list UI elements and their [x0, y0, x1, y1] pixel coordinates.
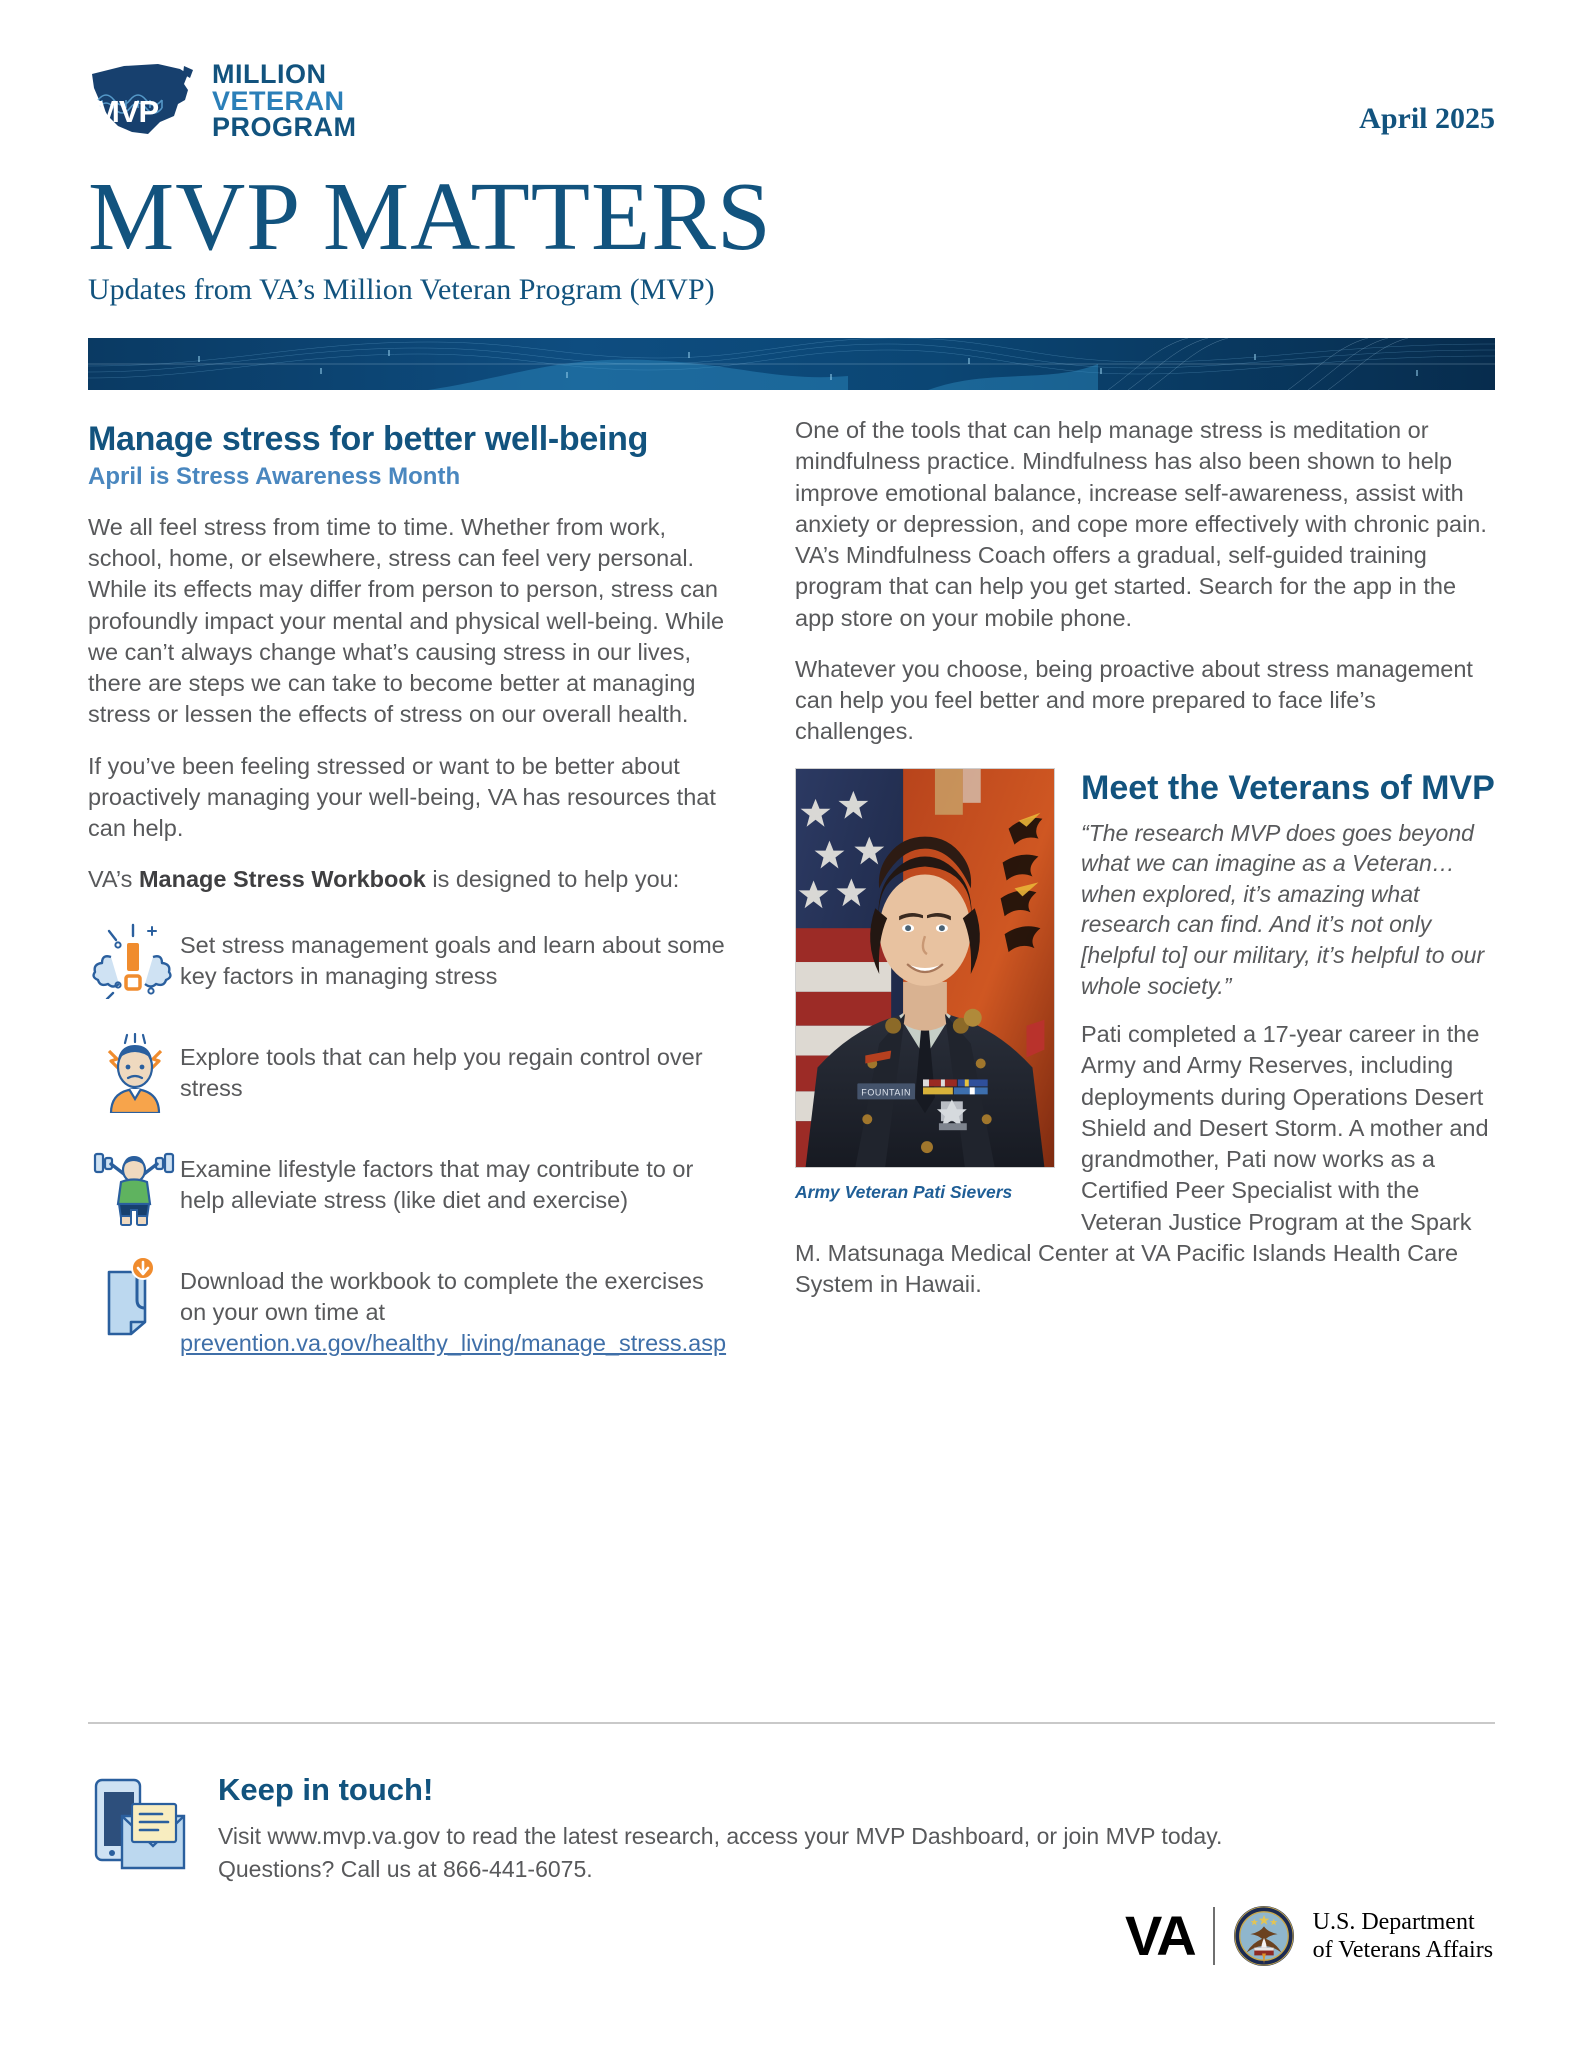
- list-item: [88, 1034, 728, 1112]
- list-item-label: Examine lifestyle factors that may contribute to or help alleviate stress (like diet and exercise): [180, 1155, 694, 1213]
- va-dept-line-2: of Veterans Affairs: [1312, 1937, 1494, 1963]
- meet-the-veterans-section: [795, 768, 1495, 1301]
- workbook-text-post: is designed to help you:: [425, 866, 680, 893]
- list-item: [88, 1146, 728, 1224]
- right-column: [795, 415, 1495, 1300]
- list-item: [88, 1258, 728, 1360]
- section-subheading-awareness-month: April is Stress Awareness Month: [88, 463, 461, 491]
- page-subtitle: Updates from VA’s Million Veteran Program (MVP): [88, 273, 715, 306]
- paragraph-stress-intro: We all feel stress from time to time. Whether from work, school, home, or elsewhere, stress can feel very personal. While its effects may differ from person to person, stress can profoundly impact your mental and physical well-being. While we can’t always change what’s causing stress in our lives, there are steps we can take to become better at managing stress or lessen the effects of stress on our overall health.: [88, 513, 725, 728]
- banner-wave-graphic: [88, 338, 1495, 390]
- list-item-label: Set stress management goals and learn about some key factors in managing stress: [180, 931, 725, 989]
- veteran-pull-quote: “The research MVP does goes beyond what we can imagine as a Veteran…when explored, it’s amazing what research can find. And it’s not only [helpful to] our military, it’s helpful to our whole society.”: [1081, 819, 1485, 999]
- paragraph-workbook-intro: [88, 864, 728, 895]
- list-item-label: [180, 1258, 728, 1360]
- paragraph-va-resources: If you’ve been feeling stressed or want to be better about proactively managing your well-being, VA has resources that can help.: [88, 752, 716, 842]
- issue-date: April 2025: [1359, 102, 1495, 135]
- workbook-feature-list: [88, 922, 728, 1360]
- mvp-logo-line-veteran: VETERAN: [212, 85, 345, 116]
- paragraph-mindfulness: One of the tools that can help manage stress is meditation or mindfulness practice. Mindfulness has also been shown to help improve emotional balance, increase self-awareness, assist with anxiety or depression, and cope more effectively with chronic pain. VA’s Mindfulness Coach offers a gradual, self-guided training program that can help you get started. Search for the app in the app store on your mobile phone.: [795, 417, 1487, 631]
- va-seal-icon: [1233, 1905, 1295, 1967]
- section-heading-meet-the-veterans: Meet the Veterans of MVP: [1081, 768, 1495, 807]
- download-text-pre: Download the workbook to complete the exercises on your own time at: [180, 1267, 704, 1325]
- workbook-title-bold: Manage Stress Workbook: [138, 866, 426, 893]
- veteran-portrait-graphic: [796, 769, 1054, 1167]
- mvp-logo-line-program: PROGRAM: [212, 112, 357, 143]
- footer-line-2: Questions? Call us at 866-441-6075.: [218, 1855, 593, 1882]
- paragraph-be-proactive: Whatever you choose, being proactive about stress management can help you feel better and more prepared to face life’s challenges.: [795, 655, 1473, 745]
- footer-content: [208, 1772, 1222, 1885]
- list-item-label: Explore tools that can help you regain control over stress: [180, 1043, 703, 1101]
- footer-heading-keep-in-touch: Keep in touch!: [218, 1772, 434, 1807]
- stressed-person-icon: [88, 1034, 180, 1112]
- manage-stress-workbook-link[interactable]: prevention.va.gov/healthy_living/manage_stress.asp: [180, 1330, 727, 1357]
- va-department-name: [1313, 1908, 1493, 1965]
- list-item: [88, 922, 728, 1000]
- masthead: [88, 60, 1495, 307]
- mvp-logo-line-million: MILLION: [212, 59, 327, 90]
- masthead-top-row: [88, 60, 1495, 142]
- page-title: MVP MATTERS: [88, 163, 772, 270]
- veteran-portrait-photo: [795, 768, 1055, 1168]
- veteran-photo-caption: Army Veteran Pati Sievers: [795, 1181, 1013, 1202]
- footer-line-1: Visit www.mvp.va.gov to read the latest research, access your MVP Dashboard, or join MVP today.: [218, 1823, 1223, 1849]
- svg-text:FOUNTAIN: FOUNTAIN: [861, 1086, 912, 1097]
- va-logo-divider: [1213, 1907, 1215, 1965]
- exercise-person-icon: [88, 1146, 180, 1224]
- va-wordmark: VA: [1125, 1904, 1195, 1967]
- mvp-logo-wordmark: [212, 59, 357, 143]
- footer-divider: [88, 1722, 1495, 1724]
- va-dept-line-1: U.S. Department: [1312, 1908, 1475, 1935]
- left-column: [88, 420, 728, 1393]
- section-heading-manage-stress: Manage stress for better well-being: [88, 420, 649, 458]
- veteran-biography: Pati completed a 17-year career in the Army and Army Reserves, including deployments during Operations Desert Shield and Desert Storm. A mother and grandmother, Pati now works as a Certified Peer Specialist with the Veteran Justice Program at the Spark M. Matsunaga Medical Center at VA Pacific Islands Health Care System in Hawaii.: [795, 1021, 1489, 1298]
- svg-text:MVP: MVP: [94, 94, 159, 129]
- mvp-usa-map-icon: [88, 60, 198, 142]
- footer: [88, 1772, 1495, 1885]
- phone-envelope-icon: [88, 1772, 208, 1885]
- download-file-icon: [88, 1258, 180, 1336]
- va-department-logo: [1125, 1905, 1493, 1967]
- mvp-logo: [88, 60, 357, 142]
- decorative-banner: [88, 338, 1495, 390]
- stress-burst-icon: [88, 922, 180, 1000]
- workbook-text-pre: VA’s: [88, 866, 139, 893]
- veteran-photo-block: [795, 768, 1055, 1203]
